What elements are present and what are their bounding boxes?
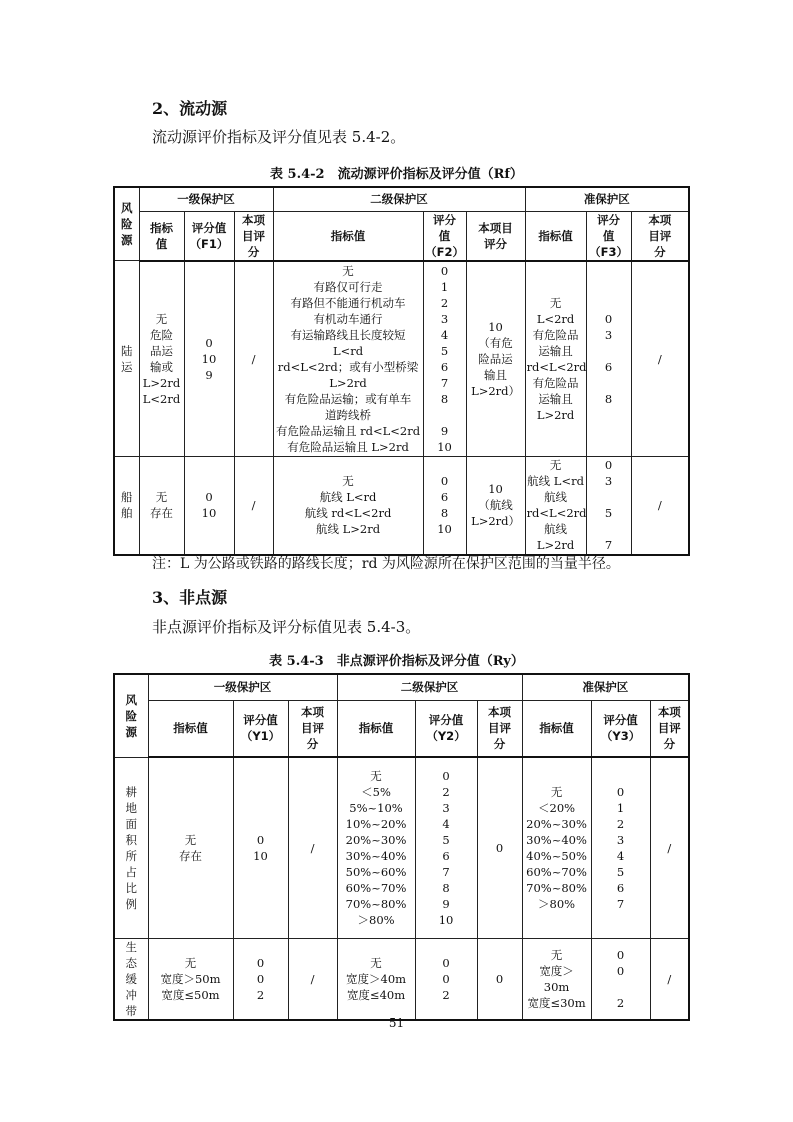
header-zone-3: 准保护区 xyxy=(522,674,689,700)
cell-source: 陆 运 xyxy=(114,261,139,457)
header-score-f1: 评分值 （F1） xyxy=(184,211,234,261)
cell-item-score-3: / xyxy=(650,938,689,1020)
cell-score-f1: 0 10 9 xyxy=(184,261,234,457)
cell-score-y3: 0 1 2 3 4 5 6 7 xyxy=(591,757,650,938)
table-nonpoint-source xyxy=(113,673,690,1021)
header-item-score-1: 本项 目评 分 xyxy=(288,700,337,757)
cell-item-score-3: / xyxy=(650,757,689,938)
cell-item-score-2: 0 xyxy=(477,938,522,1020)
header-item-score-2: 本项目 评分 xyxy=(466,211,525,261)
cell-indicator-2: 无 有路仅可行走 有路但不能通行机动车 有机动车通行 有运输路线且长度较短 L<rd rd<L<2rd；或有小型桥梁 L>2rd 有危险品运输；或有单车 道跨线桥 有危险品运输且 rd<L<2rd 有危险品运输且 L>2rd xyxy=(273,261,423,457)
cell-source: 船 舶 xyxy=(114,457,139,555)
paragraph-mobile-source: 流动源评价指标及评分值见表 5.4-2。 xyxy=(152,128,406,146)
table-row xyxy=(114,261,689,457)
header-indicator-1: 指标值 xyxy=(148,700,233,757)
section-heading-nonpoint-source: 3、非点源 xyxy=(152,588,228,607)
cell-item-score-2: 10 （航线 L>2rd） xyxy=(466,457,525,555)
cell-item-score-3: / xyxy=(631,261,689,457)
section-heading-mobile-source: 2、流动源 xyxy=(152,99,228,118)
header-item-score-3: 本项 目评 分 xyxy=(631,211,689,261)
header-zone-3: 准保护区 xyxy=(525,187,689,211)
cell-source: 耕 地 面 积 所 占 比 例 xyxy=(114,757,148,938)
header-zone-1: 一级保护区 xyxy=(148,674,337,700)
cell-indicator-2: 无 ＜5% 5%~10% 10%~20% 20%~30% 30%~40% 50%~60% 60%~70% 70%~80% ＞80% xyxy=(337,757,415,938)
table-caption-5-4-3: 表 5.4-3 非点源评价指标及评分值（Ry） xyxy=(269,654,524,669)
table-row xyxy=(114,757,689,938)
cell-item-score-3: / xyxy=(631,457,689,555)
header-item-score-1: 本项 目评 分 xyxy=(234,211,273,261)
page-number: 51 xyxy=(388,1016,405,1030)
header-risk-source: 风 险 源 xyxy=(114,187,139,261)
header-item-score-2: 本项 目评 分 xyxy=(477,700,522,757)
cell-indicator-2: 无 宽度＞40m 宽度≤40m xyxy=(337,938,415,1020)
header-score-y1: 评分值 （Y1） xyxy=(233,700,288,757)
header-indicator-1: 指标 值 xyxy=(139,211,184,261)
header-indicator-3: 指标值 xyxy=(522,700,591,757)
cell-item-score-2: 0 xyxy=(477,757,522,938)
cell-score-f1: 0 10 xyxy=(184,457,234,555)
cell-score-y1: 0 10 xyxy=(233,757,288,938)
table-note: 注：L 为公路或铁路的路线长度；rd 为风险源所在保护区范围的当量半径。 xyxy=(152,556,620,572)
header-zone-2: 二级保护区 xyxy=(273,187,525,211)
cell-score-f2: 0 6 8 10 xyxy=(423,457,466,555)
cell-item-score-2: 10 （有危 险品运 输且 L>2rd） xyxy=(466,261,525,457)
table-caption-5-4-2: 表 5.4-2 流动源评价指标及评分值（Rf） xyxy=(270,167,523,182)
header-score-y2: 评分值 （Y2） xyxy=(415,700,477,757)
cell-indicator-1: 无 存在 xyxy=(139,457,184,555)
header-indicator-3: 指标值 xyxy=(525,211,586,261)
cell-indicator-1: 无 危险 品运 输或 L>2rd L<2rd xyxy=(139,261,184,457)
cell-score-y3: 0 0 2 xyxy=(591,938,650,1020)
cell-item-score-1: / xyxy=(288,757,337,938)
header-indicator-2: 指标值 xyxy=(273,211,423,261)
paragraph-nonpoint-source: 非点源评价指标及评分标值见表 5.4-3。 xyxy=(152,618,421,636)
cell-score-y1: 0 0 2 xyxy=(233,938,288,1020)
header-risk-source: 风 险 源 xyxy=(114,674,148,757)
header-score-f2: 评分 值 （F2） xyxy=(423,211,466,261)
cell-score-y2: 0 0 2 xyxy=(415,938,477,1020)
header-zone-2: 二级保护区 xyxy=(337,674,522,700)
cell-indicator-2: 无 航线 L<rd 航线 rd<L<2rd 航线 L>2rd xyxy=(273,457,423,555)
cell-indicator-3: 无 宽度＞ 30m 宽度≤30m xyxy=(522,938,591,1020)
header-score-f3: 评分 值 （F3） xyxy=(586,211,631,261)
cell-score-f2: 0 1 2 3 4 5 6 7 8 9 10 xyxy=(423,261,466,457)
cell-indicator-3: 无 L<2rd 有危险品 运输且 rd<L<2rd 有危险品 运输且 L>2rd xyxy=(525,261,586,457)
header-item-score-3: 本项 目评 分 xyxy=(650,700,689,757)
cell-item-score-1: / xyxy=(288,938,337,1020)
cell-indicator-1: 无 存在 xyxy=(148,757,233,938)
table-row xyxy=(114,457,689,555)
header-indicator-2: 指标值 xyxy=(337,700,415,757)
cell-item-score-1: / xyxy=(234,457,273,555)
table-mobile-source xyxy=(113,186,690,556)
table-row xyxy=(114,938,689,1020)
cell-indicator-3: 无 航线 L<rd 航线 rd<L<2rd 航线 L>2rd xyxy=(525,457,586,555)
cell-indicator-3: 无 ＜20% 20%~30% 30%~40% 40%~50% 60%~70% 70%~80% ＞80% xyxy=(522,757,591,938)
cell-indicator-1: 无 宽度＞50m 宽度≤50m xyxy=(148,938,233,1020)
cell-source: 生 态 缓 冲 带 xyxy=(114,938,148,1020)
cell-score-f3: 0 3 6 8 xyxy=(586,261,631,457)
cell-score-y2: 0 2 3 4 5 6 7 8 9 10 xyxy=(415,757,477,938)
cell-item-score-1: / xyxy=(234,261,273,457)
header-zone-1: 一级保护区 xyxy=(139,187,273,211)
cell-score-f3: 0 3 5 7 xyxy=(586,457,631,555)
header-score-y3: 评分值 （Y3） xyxy=(591,700,650,757)
